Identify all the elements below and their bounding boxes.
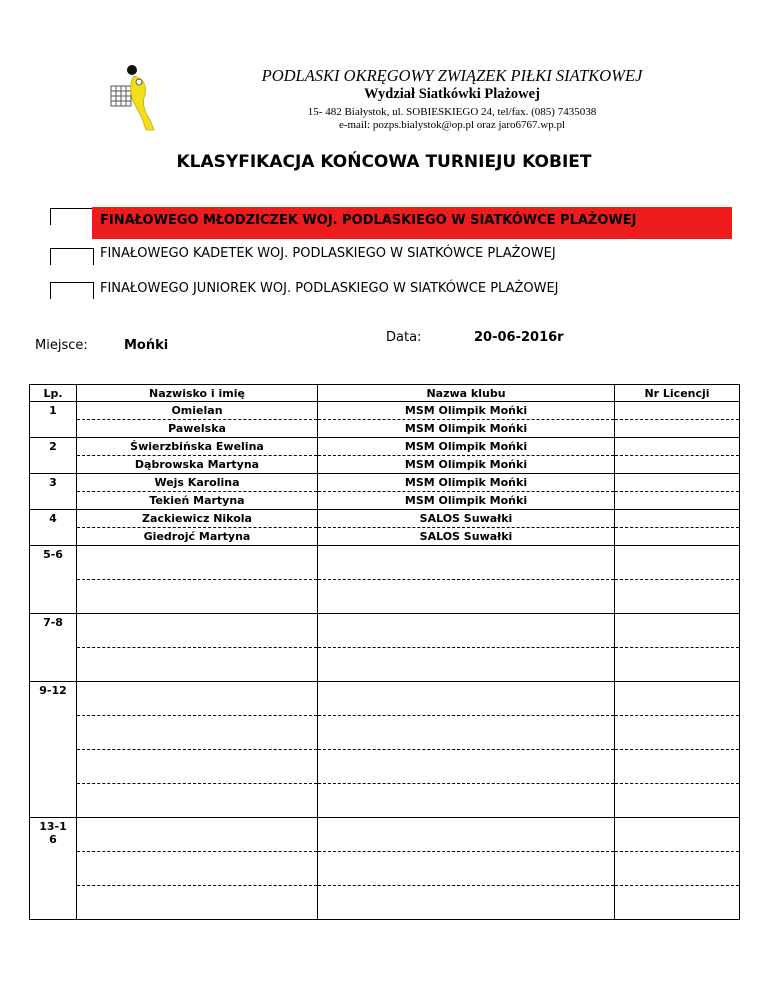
club-name: SALOS Suwałki [318,528,615,546]
license-cell [615,456,740,474]
option-mlodziczek [92,207,732,239]
club-name [318,886,615,920]
table-row [30,546,740,580]
player-name [77,852,318,886]
club-name: MSM Olimpik Mońki [318,402,615,420]
license-cell [615,546,740,580]
place-cell: 3 [30,474,77,510]
place-cell: 9-12 [30,682,77,818]
club-name: MSM Olimpik Mońki [318,492,615,510]
org-title: PODLASKI OKRĘGOWY ZWIĄZEK PIŁKI SIATKOWEJ [261,66,643,85]
place-value: Mońki [124,338,169,353]
club-name [318,682,615,716]
license-cell [615,750,740,784]
place-cell: 4 [30,510,77,546]
license-cell [615,474,740,492]
player-name [77,546,318,580]
license-cell [615,402,740,420]
date-value: 20-06-2016r [474,330,564,345]
place-cell: 5-6 [30,546,77,614]
volleyball-player-logo-icon [108,64,156,132]
table-row [30,580,740,614]
table-row [30,420,740,438]
license-cell [615,784,740,818]
license-cell [615,438,740,456]
page-title: KLASYFIKACJA KOŃCOWA TURNIEJU KOBIET [176,152,592,172]
player-name [77,750,318,784]
player-name: Dąbrowska Martyna [77,456,318,474]
club-name: MSM Olimpik Mońki [318,456,615,474]
player-name [77,580,318,614]
player-name [77,784,318,818]
license-cell [615,614,740,648]
license-cell [615,420,740,438]
player-name: Tekień Martyna [77,492,318,510]
license-cell [615,852,740,886]
player-name: Pawelska [77,420,318,438]
table-row [30,818,740,852]
player-name [77,614,318,648]
license-cell [615,716,740,750]
place-cell: 1 [30,402,77,438]
player-name: Świerzbińska Ewelina [77,438,318,456]
checkbox-mlodziczek[interactable] [50,208,94,225]
license-cell [615,648,740,682]
club-name [318,818,615,852]
club-name: MSM Olimpik Mońki [318,474,615,492]
table-row [30,492,740,510]
department-name: Wydział Siatkówki Plażowej [364,86,540,102]
club-name [318,614,615,648]
player-name: Zackiewicz Nikola [77,510,318,528]
checkbox-juniorek[interactable] [50,282,94,299]
player-name [77,716,318,750]
option-juniorek-label: FINAŁOWEGO JUNIOREK WOJ. PODLASKIEGO W SIATKÓWCE PLAŻOWEJ [100,281,559,296]
player-name [77,818,318,852]
checkbox-kadetek[interactable] [50,248,94,265]
table-row [30,682,740,716]
club-name [318,716,615,750]
player-name [77,682,318,716]
table-row [30,528,740,546]
table-row [30,886,740,920]
license-cell [615,580,740,614]
header-lp: Lp. [30,385,77,402]
table-row [30,614,740,648]
club-name [318,580,615,614]
table-row [30,648,740,682]
license-cell [615,492,740,510]
player-name: Omielan [77,402,318,420]
place-label: Miejsce: [35,338,88,353]
table-row [30,510,740,528]
license-cell [615,886,740,920]
header-club: Nazwa klubu [318,385,615,402]
table-row [30,474,740,492]
club-name [318,648,615,682]
table-row [30,852,740,886]
option-mlodziczek-label: FINAŁOWEGO MŁODZICZEK WOJ. PODLASKIEGO W SIATKÓWCE PLAŻOWEJ [100,213,637,228]
address-line: 15- 482 Białystok, ul. SOBIESKIEGO 24, tel/fax. (085) 7435038 [307,106,597,118]
place-cell [30,818,77,920]
club-name [318,750,615,784]
player-name: Wejs Karolina [77,474,318,492]
club-name: MSM Olimpik Mońki [318,420,615,438]
table-row [30,784,740,818]
email-line: e-mail: pozps.bialystok@op.pl oraz jaro6767.wp.pl [338,119,566,131]
table-row [30,438,740,456]
table-row [30,716,740,750]
license-cell [615,818,740,852]
club-name [318,852,615,886]
place-cell-label: 13-16 [39,820,67,846]
place-cell: 2 [30,438,77,474]
table-header-row [30,385,740,402]
player-name [77,886,318,920]
club-name: SALOS Suwałki [318,510,615,528]
license-cell [615,528,740,546]
address-block [232,106,672,132]
date-label: Data: [386,330,422,345]
club-name [318,784,615,818]
license-cell [615,510,740,528]
option-kadetek-label: FINAŁOWEGO KADETEK WOJ. PODLASKIEGO W SIATKÓWCE PLAŻOWEJ [100,246,556,261]
club-name: MSM Olimpik Mońki [318,438,615,456]
header-name: Nazwisko i imię [77,385,318,402]
table-row [30,750,740,784]
table-row [30,456,740,474]
results-table [29,384,740,920]
player-name [77,648,318,682]
place-cell: 7-8 [30,614,77,682]
header-license: Nr Licencji [615,385,740,402]
club-name [318,546,615,580]
player-name: Giedrojć Martyna [77,528,318,546]
license-cell [615,682,740,716]
table-row [30,402,740,420]
